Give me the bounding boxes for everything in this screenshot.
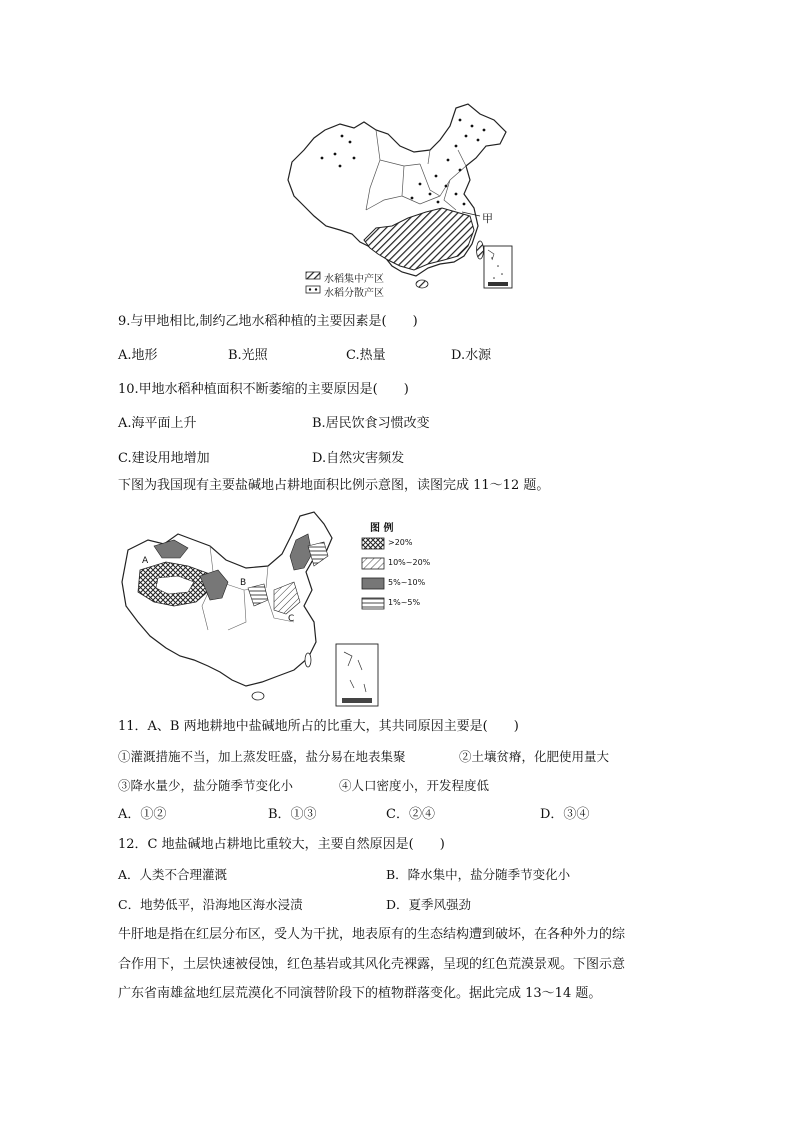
q9-option-a: A.地形 <box>118 348 158 363</box>
q12-option-b: B．降水集中，盐分随季节变化小 <box>386 867 571 882</box>
q11-option-c: C．②④ <box>386 807 435 822</box>
q11-statement-4: ④人口密度小，开发程度低 <box>339 778 490 793</box>
legend-label-gt20: >20% <box>388 538 413 547</box>
q10-option-b: B.居民饮食习惯改变 <box>312 416 430 431</box>
south-china-sea-inset-2 <box>336 644 378 706</box>
q9-option-b: B.光照 <box>228 348 268 363</box>
passage-13-14-line-2: 合作用下，土层快速被侵蚀，红色基岩或其风化壳裸露，呈现的红色荒漠景观。下图示意 <box>118 957 626 972</box>
legend-swatch-1-5 <box>362 598 384 609</box>
legend-label-5-10: 5%~10% <box>388 578 426 587</box>
q9-option-c: C.热量 <box>346 348 386 363</box>
rice-map-figure <box>280 100 520 300</box>
q12-option-d: D．夏季风强劲 <box>386 897 472 912</box>
legend-label-10-20: 10%~20% <box>388 558 431 567</box>
q10-option-d: D.自然灾害频发 <box>312 451 405 466</box>
south-china-sea-inset <box>484 246 512 288</box>
label-jia: 甲 <box>482 212 493 225</box>
question-11-stem: 11．A、B 两地耕地中盐碱地所占的比重大，其共同原因主要是( ) <box>118 719 519 734</box>
legend-swatch-5-10 <box>362 578 384 589</box>
point-a-label: A <box>142 556 149 566</box>
q11-option-a: A．①② <box>118 807 167 822</box>
passage-13-14-line-3: 广东省南雄盆地红层荒漠化不同演替阶段下的植物群落变化。据此完成 13～14 题。 <box>118 986 602 1001</box>
legend-title: 图 例 <box>370 523 394 534</box>
q11-statement-1: ①灌溉措施不当，加上蒸发旺盛，盐分易在地表集聚 <box>118 749 406 764</box>
q11-option-d: D．③④ <box>540 807 590 822</box>
legend-swatch-10-20 <box>362 558 384 569</box>
q11-option-b: B．①③ <box>268 807 317 822</box>
point-c-label: C <box>288 614 295 624</box>
legend-label-concentrated: 水稻集中产区 <box>324 274 384 285</box>
rice-map-svg <box>280 100 520 300</box>
legend-label-1-5: 1%~5% <box>388 598 421 607</box>
question-9-stem: 9.与甲地相比,制约乙地水稻种植的主要因素是( ) <box>118 314 418 329</box>
legend-swatch-scattered <box>306 286 320 293</box>
q11-statement-3: ③降水量少，盐分随季节变化小 <box>118 778 294 793</box>
question-10-stem: 10.甲地水稻种植面积不断萎缩的主要原因是( ) <box>118 382 409 397</box>
legend-label-scattered: 水稻分散产区 <box>324 288 384 299</box>
q11-statement-2: ②土壤贫瘠，化肥使用量大 <box>459 749 610 764</box>
passage-13-14-line-1: 牛肝地是指在红层分布区，受人为干扰，地表原有的生态结构遭到破坏，在各种外力的综 <box>118 927 626 942</box>
saline-map-figure <box>118 510 438 715</box>
q10-option-a: A.海平面上升 <box>118 416 197 431</box>
legend-swatch-concentrated <box>306 272 320 279</box>
q9-option-d: D.水源 <box>451 348 492 363</box>
q12-option-a: A．人类不合理灌溉 <box>118 867 228 882</box>
question-12-stem: 12．C 地盐碱地占耕地比重较大，主要自然原因是( ) <box>118 837 445 852</box>
point-b-label: B <box>240 578 247 588</box>
legend-swatch-gt20 <box>362 538 384 549</box>
q10-option-c: C.建设用地增加 <box>118 451 210 466</box>
intro-11-12: 下图为我国现有主要盐碱地占耕地面积比例示意图，读图完成 11～12 题。 <box>118 478 550 493</box>
q12-option-c: C．地势低平，沿海地区海水浸渍 <box>118 897 303 912</box>
